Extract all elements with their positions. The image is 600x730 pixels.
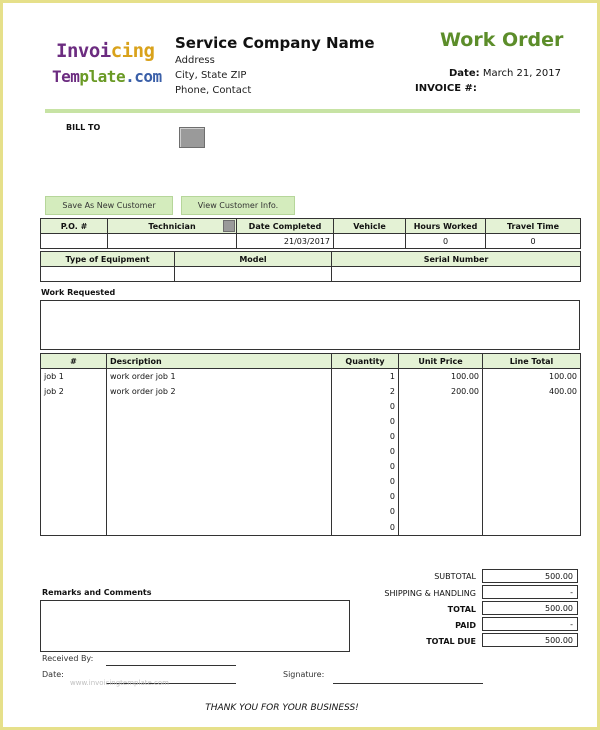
item-description-cell[interactable] [107,444,332,459]
shipping-value[interactable]: - [482,585,578,599]
item-quantity-cell[interactable]: 1 [332,369,399,385]
item-quantity-cell[interactable]: 0 [332,414,399,429]
item-line-total-cell[interactable]: 100.00 [483,369,581,385]
view-customer-button[interactable]: View Customer Info. [181,196,295,215]
item-quantity-cell[interactable]: 0 [332,429,399,444]
item-line-total-cell[interactable] [483,519,581,536]
item-description-cell[interactable] [107,519,332,536]
item-quantity-cell[interactable]: 0 [332,459,399,474]
remarks-box[interactable] [40,600,350,652]
po-cell[interactable] [41,234,108,249]
equipment-type-header: Type of Equipment [41,252,175,267]
equipment-table [40,251,581,282]
date-row [449,68,561,79]
item-unit-price-cell[interactable] [399,444,483,459]
company-address: Address [175,55,215,66]
document-title: Work Order [440,29,564,51]
company-phone: Phone, Contact [175,85,252,96]
logo-text-part: Tem [52,67,80,86]
bill-to-label: BILL TO [66,123,101,132]
item-num-cell[interactable] [41,459,107,474]
table-row [41,489,581,504]
model-header: Model [175,252,332,267]
item-line-total-cell[interactable] [483,399,581,414]
travel-time-cell[interactable]: 0 [486,234,581,249]
item-unit-price-cell[interactable] [399,414,483,429]
item-line-total-cell[interactable] [483,489,581,504]
signature-line[interactable] [333,683,483,684]
item-description-cell[interactable] [107,489,332,504]
description-header: Description [107,354,332,369]
item-line-total-cell[interactable] [483,444,581,459]
serial-number-header: Serial Number [332,252,581,267]
logo-line-1 [56,40,154,62]
quantity-header: Quantity [332,354,399,369]
item-description-cell[interactable] [107,429,332,444]
item-num-header: # [41,354,107,369]
vehicle-cell[interactable] [334,234,406,249]
item-quantity-cell[interactable]: 2 [332,384,399,399]
date-value: March 21, 2017 [482,68,562,79]
item-num-cell[interactable] [41,429,107,444]
received-by-label: Received By: [42,654,94,663]
technician-header: Technician [108,219,237,234]
technician-cell[interactable] [108,234,237,249]
date-completed-header: Date Completed [237,219,334,234]
item-unit-price-cell[interactable]: 200.00 [399,384,483,399]
signature-label: Signature: [283,670,325,679]
unit-price-header: Unit Price [399,354,483,369]
item-description-cell[interactable] [107,414,332,429]
work-requested-box[interactable] [40,300,580,350]
item-quantity-cell[interactable]: 0 [332,474,399,489]
total-due-label: TOTAL DUE [426,637,476,646]
watermark-text: www.invoicingtemplate.com [70,679,169,687]
table-row [41,414,581,429]
subtotal-value: 500.00 [482,569,578,583]
table-row [41,459,581,474]
item-line-total-cell[interactable] [483,414,581,429]
item-line-total-cell[interactable] [483,504,581,519]
logo-line-2 [52,67,162,86]
item-unit-price-cell[interactable]: 100.00 [399,369,483,385]
total-due-value: 500.00 [482,633,578,647]
item-unit-price-cell[interactable] [399,504,483,519]
technician-dropdown-toggle[interactable] [223,220,235,232]
total-value: 500.00 [482,601,578,615]
item-line-total-cell[interactable] [483,429,581,444]
line-items-body [41,369,581,536]
logo-text-part: Invoi [56,40,111,62]
item-description-cell[interactable] [107,399,332,414]
customer-select-button[interactable] [179,127,205,148]
travel-time-header: Travel Time [486,219,581,234]
job-info-table [40,218,581,249]
subtotal-label: SUBTOTAL [434,572,476,581]
item-quantity-cell[interactable]: 0 [332,504,399,519]
item-unit-price-cell[interactable] [399,474,483,489]
work-requested-label: Work Requested [41,288,116,297]
item-unit-price-cell[interactable] [399,459,483,474]
hours-worked-header: Hours Worked [406,219,486,234]
item-num-cell[interactable] [41,489,107,504]
item-num-cell[interactable]: job 2 [41,384,107,399]
table-row [41,384,581,399]
save-customer-button[interactable]: Save As New Customer [45,196,173,215]
table-row [41,369,581,385]
item-num-cell[interactable] [41,414,107,429]
table-row [41,399,581,414]
header-divider [45,109,580,113]
item-description-cell[interactable]: work order job 1 [107,369,332,385]
item-description-cell[interactable] [107,504,332,519]
line-items-table [40,353,581,536]
item-line-total-cell[interactable] [483,474,581,489]
logo-text-part: plate [79,67,126,86]
date-completed-cell[interactable]: 21/03/2017 [237,234,334,249]
table-row [41,429,581,444]
item-num-cell[interactable] [41,444,107,459]
item-line-total-cell[interactable] [483,459,581,474]
item-num-cell[interactable] [41,474,107,489]
table-row [41,474,581,489]
vehicle-header: Vehicle [334,219,406,234]
item-unit-price-cell[interactable] [399,429,483,444]
item-unit-price-cell[interactable] [399,519,483,536]
table-row [41,519,581,536]
item-description-cell[interactable] [107,474,332,489]
item-quantity-cell[interactable]: 0 [332,489,399,504]
item-quantity-cell[interactable]: 0 [332,399,399,414]
item-num-cell[interactable] [41,399,107,414]
item-quantity-cell[interactable]: 0 [332,519,399,536]
company-name: Service Company Name [175,34,375,52]
paid-label: PAID [455,621,476,630]
table-row [41,444,581,459]
item-num-cell[interactable] [41,519,107,536]
item-description-cell[interactable] [107,459,332,474]
serial-number-cell[interactable] [332,267,581,282]
po-header: P.O. # [41,219,108,234]
date-label: Date: [449,68,480,79]
company-city: City, State ZIP [175,70,247,81]
item-unit-price-cell[interactable] [399,399,483,414]
thank-you-note: THANK YOU FOR YOUR BUSINESS! [205,703,359,713]
item-quantity-cell[interactable]: 0 [332,444,399,459]
table-row [41,504,581,519]
line-total-header: Line Total [483,354,581,369]
paid-value[interactable]: - [482,617,578,631]
invoice-number-label: INVOICE #: [415,83,477,94]
date-signature-label: Date: [42,670,64,679]
item-num-cell[interactable]: job 1 [41,369,107,385]
model-cell[interactable] [175,267,332,282]
received-by-line[interactable] [106,665,236,666]
equipment-type-cell[interactable] [41,267,175,282]
item-num-cell[interactable] [41,504,107,519]
shipping-label: SHIPPING & HANDLING [384,589,476,598]
remarks-label: Remarks and Comments [42,588,152,597]
logo-text-part: cing [110,40,155,62]
item-unit-price-cell[interactable] [399,489,483,504]
logo-text-part: .com [125,67,162,86]
item-description-cell[interactable]: work order job 2 [107,384,332,399]
total-label: TOTAL [447,605,476,614]
item-line-total-cell[interactable]: 400.00 [483,384,581,399]
hours-worked-cell[interactable]: 0 [406,234,486,249]
